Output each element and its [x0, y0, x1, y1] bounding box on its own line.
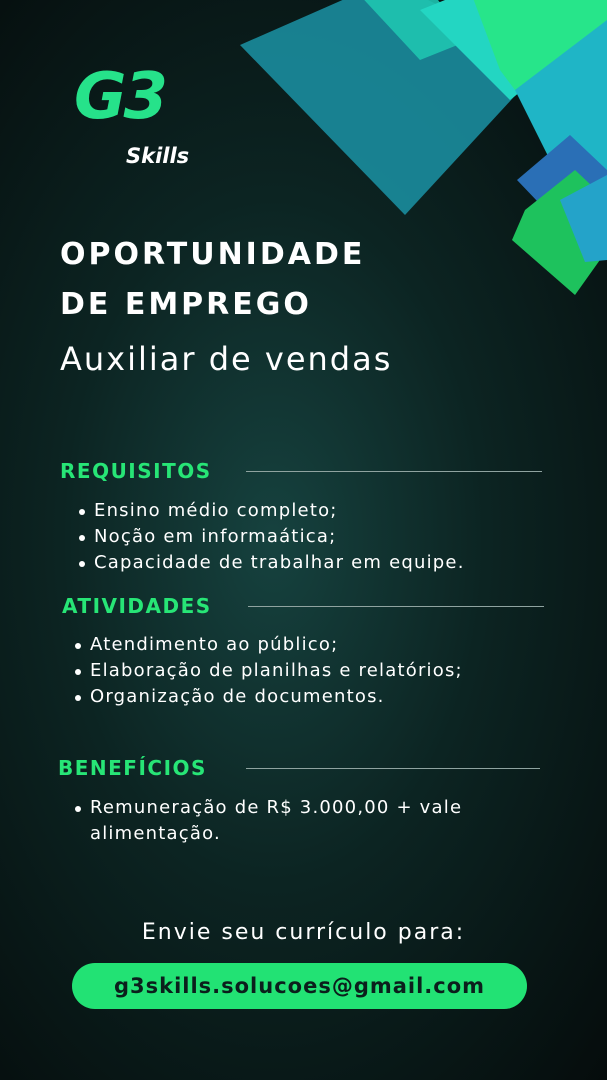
requisitos-divider — [246, 471, 542, 472]
list-item: Capacidade de trabalhar em equipe. — [76, 550, 465, 576]
job-title: Auxiliar de vendas — [60, 340, 393, 378]
list-item: Organização de documentos. — [72, 684, 463, 710]
list-item: Ensino médio completo; — [76, 498, 465, 524]
title-line-2: DE EMPREGO — [60, 287, 312, 322]
requisitos-title: REQUISITOS — [60, 459, 212, 483]
list-item: Remuneração de R$ 3.000,00 + vale alimentação. — [72, 795, 532, 847]
atividades-title: ATIVIDADES — [62, 594, 212, 618]
atividades-divider — [248, 606, 544, 607]
email-button[interactable]: g3skills.solucoes@gmail.com — [72, 963, 527, 1009]
beneficios-list — [72, 795, 532, 847]
logo-subtext: Skills — [126, 144, 190, 168]
beneficios-divider — [246, 768, 540, 769]
list-item: Atendimento ao público; — [72, 632, 463, 658]
atividades-list — [72, 632, 463, 710]
cta-text: Envie seu currículo para: — [141, 920, 466, 945]
beneficios-title: BENEFÍCIOS — [58, 756, 207, 780]
logo-mark: G3 — [74, 60, 166, 134]
title-line-1: OPORTUNIDADE — [60, 237, 366, 272]
requisitos-list — [76, 498, 465, 576]
list-item: Elaboração de planilhas e relatórios; — [72, 658, 463, 684]
list-item: Noção em informaática; — [76, 524, 465, 550]
page-title — [60, 230, 460, 330]
logo — [70, 60, 210, 175]
